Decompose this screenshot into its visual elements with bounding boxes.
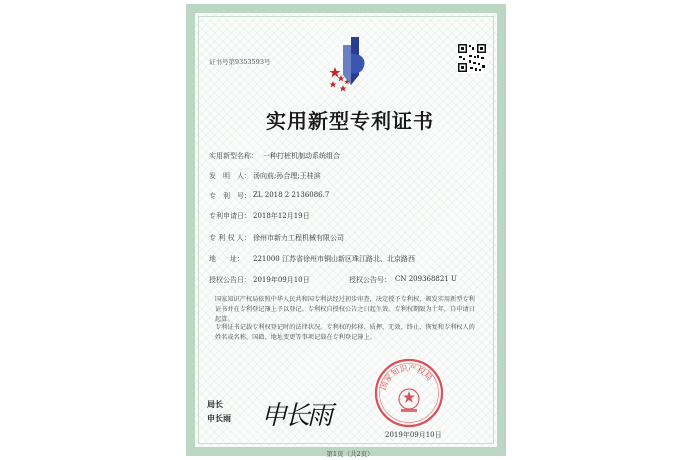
inventor-value: 汤向前;孙合理;王桂滨 xyxy=(253,172,321,180)
svg-text:国家知识产权局 xyxy=(379,363,434,391)
filing-date-value: 2018年12月19日 xyxy=(253,212,310,220)
patentee-value: 徐州市新力工程机械有限公司 xyxy=(253,234,344,242)
seal-text: 国家知识产权局 xyxy=(378,363,434,392)
cnipa-logo-icon xyxy=(329,35,373,95)
inventor-label: 发 明 人： xyxy=(209,172,251,180)
certificate-serial-number: 证书号第9353593号 xyxy=(209,58,271,66)
grant-number-label: 授权公告号： xyxy=(349,276,391,284)
grant-date-label: 授权公告日： xyxy=(209,276,251,284)
official-seal-icon xyxy=(373,357,445,429)
certificate-title: 实用新型专利证书 xyxy=(266,109,434,133)
utility-model-name-value: 一种打桩机制动系统组合 xyxy=(263,152,340,160)
grant-date-value: 2019年09月10日 xyxy=(253,276,310,284)
filing-date-label: 专利申请日： xyxy=(209,212,251,220)
page-footer: 第1页（共2页） xyxy=(326,450,374,458)
qr-code-icon xyxy=(457,43,487,73)
patent-certificate xyxy=(186,4,506,456)
patent-number-value: ZL 2018 2 2136086.7 xyxy=(253,191,330,199)
address-value: 221000 江苏省徐州市铜山新区珠江路北、北京路西 xyxy=(253,255,415,263)
patentee-label: 专 利 权 人： xyxy=(209,234,251,242)
legal-status-paragraph: 专利证书记载专利权登记时的法律状况。专利权的转移、质押、无效、终止、恢复和专利权人的姓名或名称、国籍、地址变更等事项记载在专利登记簿上。 xyxy=(215,324,475,341)
address-label: 地 址： xyxy=(209,255,244,263)
utility-model-name-label: 实用新型名称： xyxy=(209,152,258,160)
seal-date: 2019年09月10日 xyxy=(385,431,442,439)
director-title: 局长 xyxy=(207,399,223,409)
grant-statement-paragraph: 国家知识产权局依照中华人民共和国专利法经过初步审查，决定授予专利权，颁发实用新型专利证书并在专利登记簿上予以登记。专利权自授权公告之日起生效。专利权期限为十年，自申请日起算。 xyxy=(215,296,475,323)
director-signature: 申长雨 xyxy=(261,401,331,431)
patent-number-label: 专 利 号： xyxy=(209,192,251,200)
grant-number-value: CN 209368821 U xyxy=(395,275,457,283)
certificate-inner-border xyxy=(198,16,494,458)
director-name: 申长雨 xyxy=(207,413,231,423)
